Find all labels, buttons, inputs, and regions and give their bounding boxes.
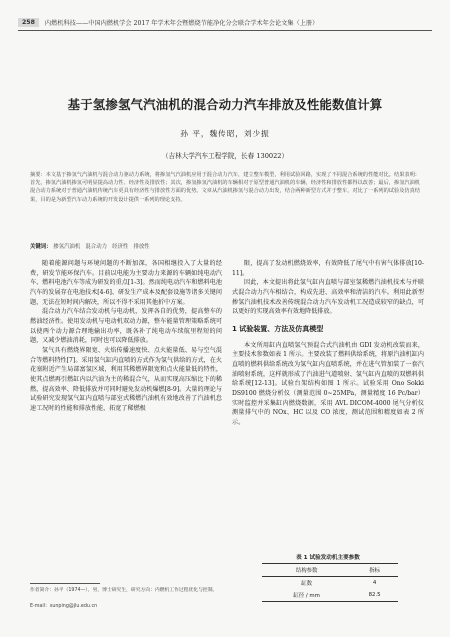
body-paragraph: 本文所用缸内直喷氢气预混合式汽油机由 GDI 发动机改装而来，主要技术参数如表 1 所示。主要改装了燃料供给系统，将原汽油机缸内直喷的燃料供给系统改为氢气缸内直喷系统，并在进气管加装了一套汽油喷射系统，这样就形成了汽油进气道喷射、氢气缸内直喷的双燃料供给系统[12-13]。试验台架结构如图 1 所示。试验采用 Ono Sokki DS9100 燃烧分析仪（测量范围 0~25MPa，测量精度 16 Pc/bar）实时监控并采集缸内燃烧数据，采用 AVL DICOM-4000 尾气分析仪测量排气中的 NOx、HC 以及 CO 浓度，测试范围和精度如表 2 所示。 bbox=[232, 341, 424, 426]
table-row bbox=[262, 577, 398, 590]
keywords bbox=[30, 242, 420, 250]
footnote-rule bbox=[30, 583, 100, 584]
keywords-label: 关键词： bbox=[30, 244, 52, 250]
table-row bbox=[262, 589, 398, 602]
authors: 孙 平，魏传昭，刘少振 bbox=[180, 129, 270, 138]
running-title: 内燃机科技——中国内燃机学会 2017 年学术年会暨燃烧节能净化分会联合学术年会论文集（上册） bbox=[44, 19, 319, 27]
keyword: 混合动力 bbox=[85, 244, 107, 250]
table-cell: 4 bbox=[372, 580, 377, 586]
table-cell: 82.5 bbox=[368, 592, 381, 598]
body-paragraph: 限，提高了发动机燃烧效率，有效降低了尾气中有害气体排放[10-11]。 bbox=[232, 260, 424, 277]
paper-title: 基于氢掺氢气汽油机的混合动力汽车排放及性能数值计算 bbox=[67, 97, 383, 112]
affiliation: （吉林大学汽车工程学院，长春 130022） bbox=[161, 152, 289, 160]
body-paragraph: 氢气具有燃烧界限宽、火焰传播速度快、点火能量低、易与空气混合等燃料特性[7]。采用氢气缸内直喷的方式作为氢气供给的方式，在火花塞附近产生局部富氢区域，利用其稀燃界限宽和点火能量低的特性，使其点燃再引燃缸内以汽油为主的稀混合气，从而实现高压缩比下的稀燃，提高效率、降低排放并可同时避免发动机爆燃[8-9]。大量的理论与试验研究发现氢气缸内直喷与部室式稀燃汽油机有效地改善了汽油机怠速工况时的性能和排放性能，拓宽了稀燃极 bbox=[30, 346, 222, 412]
footnote-author: 作者简介：孙平（1974—），男，博士研究生，研究方向：内燃机工作过程优化与控制。 bbox=[30, 588, 218, 593]
keyword: 掺氢汽油机 bbox=[53, 244, 81, 250]
table-header-cell: 指标 bbox=[369, 568, 380, 574]
section-heading: 1 试验装置、方法及仿真模型 bbox=[232, 324, 324, 333]
body-paragraph: 随着能源问题与环境问题的不断加深，各国相继投入了大量的经费，研发节能环保汽车。目前以电能为主要动力来源的车辆如纯电动汽车、燃料电池汽车等成为研发的重点[1-3]。然而纯电动汽车和燃料电池汽车的发展存在电池技术[4-6]、研发生产成本及配套设施等诸多关键问题，无法在短时间内解决，所以不得不采用其他折中方案。 bbox=[30, 260, 222, 306]
keyword: 经济性 bbox=[112, 244, 129, 250]
table-cell: 缸数 bbox=[301, 581, 312, 587]
right-column bbox=[232, 259, 424, 428]
table-header-row bbox=[262, 564, 398, 577]
abstract: 摘要：本文基于掺氢气汽油机与混合动力驱动力系统，将掺氢气汽油机应用于混合动力汽车，建立整车模型，利用试验回路，实现了不同混合系统的性能对比。结果表明：首先，掺氢汽油机掺氢可明显提高动力性、经济性及排放性；其次，掺氢掺氢汽油机的车辆相对于原型普通汽油机的车辆，经济性和排放性都得以改善；最后，掺氢汽油机混合动力系统对于普通汽油机传统汽车更具有经济性与排放性方面的优势。文章从汽油机掺氢与混合动力出发，结合两种新型方式并于整车，对比了一系列的试验及仿真结果，目的是为新型汽车动力系统的开发设计提供一系列的理论支持。 bbox=[30, 172, 420, 203]
running-header bbox=[18, 16, 432, 28]
header-rule bbox=[18, 30, 432, 31]
table-cell: 缸径 / mm bbox=[293, 593, 320, 599]
body-paragraph: 混合动力汽车结合发动机与电动机，发挥各自的优势，提高整车的燃油经济性。使用发动机与电动机双动力源，整车能量管理策略系统可以使两个动力源合理地输出功率，既各补了纯电动车续航里程短的问题，又减少燃油消耗，同时也可以降低排放。 bbox=[30, 308, 222, 345]
table-header-cell: 结构参数 bbox=[295, 568, 318, 574]
keyword: 排放性 bbox=[133, 244, 150, 250]
footnote-email: E-mail：sunping@jlu.edu.cn bbox=[30, 604, 98, 609]
left-column bbox=[30, 259, 222, 414]
body-paragraph: 因此，本文提出将此氢气缸内直喷与部室氢稀燃汽油机技术与并联式混合动力汽车相结合，构成先进、高效率和清洁的汽车。利用此新型掺氢汽油机技术改善传统混合动力汽车发动机工况造成较窄的缺点，可以更好的实现高效率有效地降低排放。 bbox=[232, 279, 424, 316]
page-number: 258 bbox=[18, 18, 39, 27]
table-caption: 表 1 试验发动机主要参数 bbox=[296, 555, 360, 561]
engine-parameter-table bbox=[262, 563, 398, 602]
